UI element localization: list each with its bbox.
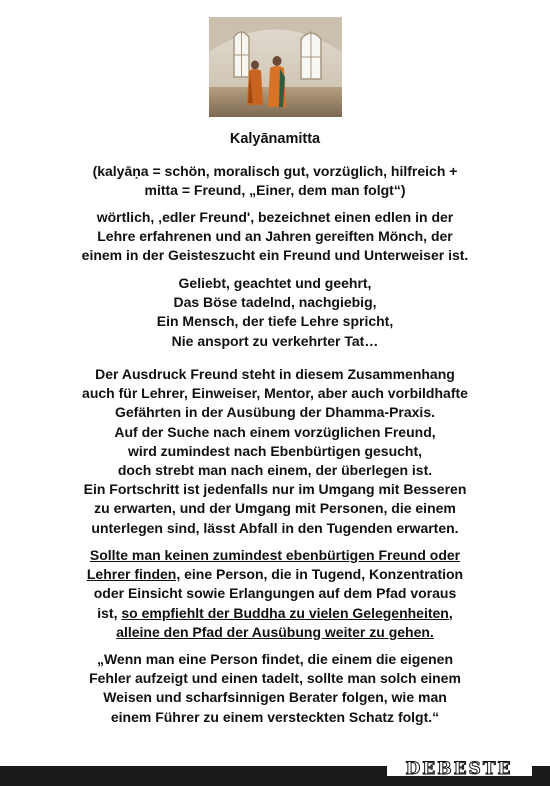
definition-line: mitta = Freund, „Einer, dem man folgt“) [144,182,406,199]
context-line: zu erwarten, und der Umgang mit Personen, die einem [94,500,456,517]
verse-line: Das Böse tadelnd, nachgiebig, [173,294,377,311]
definition-line: (kalyāṇa = schön, moralisch gut, vorzüglich, hilfreich + [92,163,458,179]
quote-paragraph [0,650,550,727]
page-title: Kalyānamitta [229,131,321,147]
context-line: auch für Lehrer, Einweiser, Mentor, aber auch vorbildhafte [82,385,468,402]
context-line: unterlegen sind, lässt Abfall in den Tugenden erwarten. [91,519,459,536]
advice-text: ist, [97,604,122,621]
advice-underlined-text: Lehrer finden, [86,566,181,583]
advice-underlined-text: so empfiehlt der Buddha zu vielen Gelegenheiten, [121,604,453,621]
advice-underlined-text: alleine den Pfad der Ausübung weiter zu gehen. [116,623,434,640]
meaning-line: wörtlich, ‚edler Freund', bezeichnet einen edlen in der [96,209,454,225]
verse-line: Ein Mensch, der tiefe Lehre spricht, [156,313,394,330]
advice-text: oder Einsicht sowie Erlangungen auf dem Pfad voraus [93,585,457,602]
quote-line: einem Führer zu einem versteckten Schatz folgt.“ [110,708,440,725]
verse-paragraph [0,274,550,351]
watermark-text: DEBESTE [405,759,513,778]
meaning-line: Lehre erfahrenen und an Jahren gereiften Mönch, der [97,228,453,245]
verse-line: Nie ansport zu verkehrter Tat… [171,332,379,349]
advice-underlined-text: Sollte man keinen zumindest ebenbürtigen Freund oder [89,547,461,563]
verse-line: Geliebt, geachtet und geehrt, [178,275,372,291]
quote-line: „Wenn man eine Person findet, die einem die eigenen [96,651,454,667]
definition-paragraph [0,162,550,200]
context-paragraph [0,365,550,538]
context-line: Ein Fortschritt ist jedenfalls nur im Umgang mit Besseren [83,481,467,498]
quote-line: Weisen und scharfsinnigen Berater folgen, wie man [103,689,447,706]
advice-text: eine Person, die in Tugend, Konzentration [180,566,464,583]
watermark-logo [387,752,532,778]
context-line: doch strebt man nach einem, der überlegen ist. [117,462,433,479]
meaning-line: einem in der Geisteszucht ein Freund und Unterweiser ist. [81,247,469,264]
meaning-paragraph [0,208,550,266]
monks-in-corridor-image [209,17,342,117]
context-line: Auf der Suche nach einem vorzüglichen Freund, [114,423,436,440]
context-line: Gefährten in der Ausübung der Dhamma-Praxis. [115,404,435,421]
context-line: Der Ausdruck Freund steht in diesem Zusammenhang [95,366,455,382]
quote-line: Fehler aufzeigt und einen tadelt, sollte man solch einem [89,670,461,687]
header-photo [209,17,342,117]
context-line: wird zumindest nach Ebenbürtigen gesucht, [127,442,423,459]
advice-paragraph [0,546,550,642]
